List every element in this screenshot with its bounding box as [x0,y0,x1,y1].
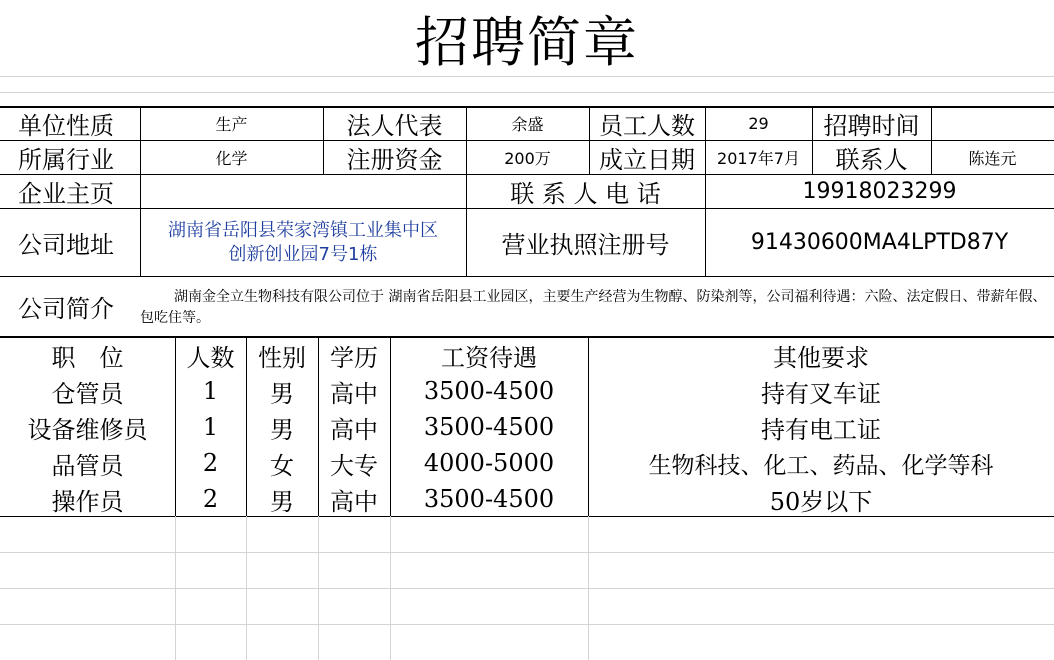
capital-value: 200万 [504,149,551,168]
gridline [588,516,589,660]
job-requirements: 持有叉车证 [761,379,881,408]
address-value [140,209,466,276]
gridline [175,516,176,660]
legal-rep-label: 法人代表 [346,112,443,140]
col-header-salary: 工资待遇 [441,343,537,372]
homepage-value [140,175,466,208]
job-education: 高中 [330,379,378,408]
homepage-label: 企业主页 [18,180,114,208]
job-requirements: 持有电工证 [761,415,881,444]
job-salary: 3500-4500 [423,413,555,441]
job-education: 高中 [330,415,378,444]
job-position: 品管员 [51,451,124,480]
capital-label: 注册资金 [346,146,443,174]
license-value: 91430600MA4LPTD87Y [750,230,1009,255]
unit-nature-value: 生产 [215,115,248,134]
recruit-time-value [931,107,1054,140]
gridline [0,92,1054,93]
col-header-education: 学历 [330,343,378,372]
gridline [0,76,1054,77]
col-header-gender: 性别 [258,343,306,372]
job-salary: 3500-4500 [423,377,555,405]
col-header-count: 人数 [186,343,235,372]
job-count: 1 [202,413,219,441]
address-label: 公司地址 [18,231,114,259]
job-gender: 男 [270,415,294,444]
industry-label: 所属行业 [18,146,114,174]
job-count: 2 [202,485,219,513]
staff-count-value: 29 [748,114,769,133]
gridline [318,516,319,660]
gridline [390,516,391,660]
industry-value: 化学 [215,149,248,168]
job-count: 2 [202,449,219,477]
phone-value: 19918023299 [802,179,957,204]
gridline [246,516,247,660]
job-requirements: 50岁以下 [769,487,873,516]
address-line-1: 湖南省岳阳县荣家湾镇工业集中区 [168,219,438,241]
job-education: 高中 [330,487,378,516]
contact-label: 联系人 [835,146,908,174]
profile-text: 湖南金全立生物科技有限公司位于 湖南省岳阳县工业园区，主要生产经营为生物醇、防染剂等，公司福利待遇：六险、法定假日、带薪年假、包吃住等。 [140,289,1047,326]
job-gender: 女 [270,451,294,480]
job-count: 1 [202,377,219,405]
gridline [0,588,1054,589]
phone-label: 联 系 人 电 话 [510,180,661,208]
job-education: 大专 [330,451,378,480]
job-salary: 4000-5000 [423,449,555,477]
job-requirements: 生物科技、化工、药品、化学等科 [648,452,994,479]
col-header-requirements: 其他要求 [773,343,869,372]
job-position: 仓管员 [51,379,124,408]
gridline [0,624,1054,625]
job-gender: 男 [270,379,294,408]
table-border [0,276,1054,277]
unit-nature-label: 单位性质 [18,112,114,140]
license-label: 营业执照注册号 [501,231,670,259]
job-gender: 男 [270,487,294,516]
job-salary: 3500-4500 [423,485,555,513]
col-header-position: 职 位 [51,343,124,372]
founded-value: 2017年7月 [717,149,800,168]
recruit-time-label: 招聘时间 [823,112,920,140]
job-position: 设备维修员 [27,415,148,444]
profile-label: 公司简介 [18,295,114,323]
page-title: 招聘简章 [415,10,639,74]
job-position: 操作员 [51,487,124,516]
founded-label: 成立日期 [599,146,695,174]
legal-rep-value: 余盛 [511,115,544,134]
staff-count-label: 员工人数 [599,112,695,140]
gridline [0,552,1054,553]
contact-value: 陈连元 [968,149,1017,168]
address-line-2: 创新创业园7号1栋 [228,243,378,265]
